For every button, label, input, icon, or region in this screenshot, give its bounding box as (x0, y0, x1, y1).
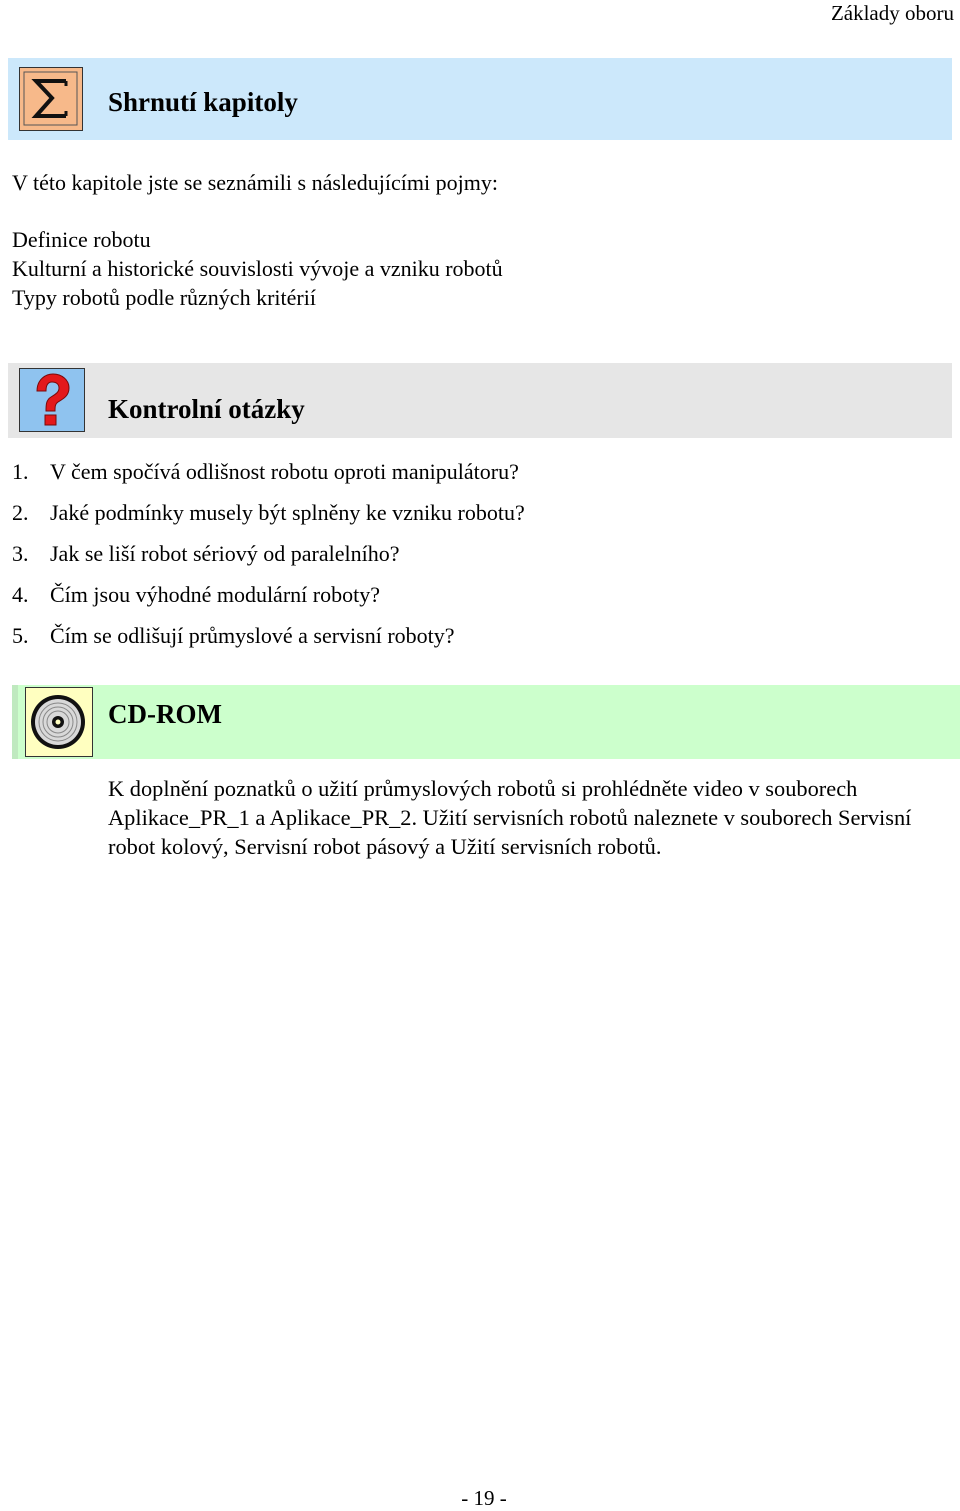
list-item: 1. V čem spočívá odlišnost robotu oproti manipulátoru? (12, 459, 519, 484)
cd-disc-icon (25, 687, 93, 757)
questions-title: Kontrolní otázky (108, 394, 305, 424)
page-number: - 19 - (461, 1486, 507, 1510)
concepts-list (12, 225, 503, 312)
summary-title: Shrnutí kapitoly (108, 87, 298, 117)
list-item: Kulturní a historické souvislosti vývoje a vzniku robotů (12, 256, 503, 281)
list-item: 3. Jak se liší robot sériový od paralelního? (12, 541, 400, 566)
list-item: Definice robotu (12, 227, 151, 252)
list-item: 2. Jaké podmínky musely být splněny ke vzniku robotu? (12, 500, 525, 525)
cdrom-banner (12, 685, 960, 759)
cdrom-title: CD-ROM (108, 699, 222, 729)
list-item: 4. Čím jsou výhodné modulární roboty? (12, 582, 380, 607)
running-header: Základy oboru (830, 1, 954, 25)
sigma-icon (19, 67, 83, 131)
questions-list (12, 451, 525, 656)
cdrom-text: K doplnění poznatků o užití průmyslových robotů si prohlédněte video v souborech Aplikace_PR_1 a Aplikace_PR_2. Užití servisních robotů naleznete v souborech Servisní robot kolový, Servisní robot pásový a Užití servisních robotů. (108, 776, 912, 859)
questions-banner (8, 363, 952, 438)
question-mark-icon (19, 368, 85, 432)
list-item: 5. Čím se odlišují průmyslové a servisní roboty? (12, 623, 455, 648)
summary-banner (8, 58, 952, 140)
list-item: Typy robotů podle různých kritérií (12, 285, 316, 310)
summary-intro: V této kapitole jste se seznámili s následujícími pojmy: (12, 170, 498, 195)
